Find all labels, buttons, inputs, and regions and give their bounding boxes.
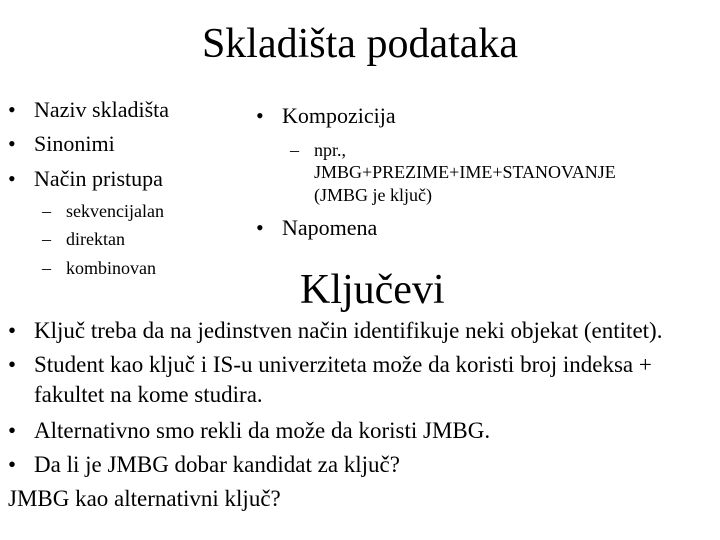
bottom-tail-text: JMBG kao alternativni ključ? bbox=[8, 486, 281, 511]
right-sub-text: npr., bbox=[314, 140, 347, 160]
left-item-sinonimi bbox=[8, 130, 115, 158]
left-item-naziv bbox=[8, 96, 169, 124]
bullet: • bbox=[8, 318, 17, 343]
bullet: • bbox=[8, 352, 17, 377]
bullet: • bbox=[256, 103, 264, 128]
bottom-item-4 bbox=[8, 450, 400, 480]
sub-item-direktan bbox=[42, 228, 125, 250]
right-item-kompozicija bbox=[256, 102, 396, 130]
slide-title: Skladišta podataka bbox=[201, 21, 519, 67]
bottom-item-2-cont: fakultet na kome studira. bbox=[34, 382, 263, 407]
sub-item-sekvencijalan bbox=[42, 200, 164, 222]
bottom-item-text: Alternativno smo rekli da može da koristi JMBG. bbox=[34, 418, 491, 443]
right-item-napomena bbox=[256, 214, 377, 242]
dash: – bbox=[42, 258, 51, 278]
sub-item-kombinovan bbox=[42, 257, 156, 279]
right-sub-line1 bbox=[290, 139, 346, 161]
bullet: • bbox=[8, 131, 16, 156]
left-item-label: Način pristupa bbox=[34, 166, 163, 191]
bottom-item-text: Student kao ključ i IS-u univerziteta može da koristi broj indeksa + bbox=[34, 352, 652, 377]
dash: – bbox=[42, 201, 51, 221]
sub-item-label: kombinovan bbox=[66, 258, 156, 278]
bottom-item-3 bbox=[8, 416, 490, 446]
dash: – bbox=[42, 229, 51, 249]
bottom-item-text: Ključ treba da na jedinstven način identifikuje neki objekat (entitet). bbox=[34, 318, 663, 343]
bullet: • bbox=[8, 452, 17, 477]
right-item-label: Napomena bbox=[282, 215, 378, 240]
right-sub-line3: (JMBG je ključ) bbox=[314, 185, 432, 205]
sub-item-label: sekvencijalan bbox=[66, 201, 164, 221]
right-item-label: Kompozicija bbox=[282, 103, 396, 128]
bullet: • bbox=[8, 166, 16, 191]
left-item-label: Sinonimi bbox=[34, 131, 115, 156]
sub-item-label: direktan bbox=[66, 229, 125, 249]
section-subtitle: Ključevi bbox=[300, 267, 445, 313]
dash: – bbox=[290, 140, 299, 160]
bottom-item-2 bbox=[8, 350, 652, 380]
bullet: • bbox=[8, 418, 17, 443]
left-item-label: Naziv skladišta bbox=[34, 97, 170, 122]
bottom-item-text: Da li je JMBG dobar kandidat za ključ? bbox=[34, 452, 400, 477]
bottom-item-1 bbox=[8, 316, 662, 346]
left-item-nacin bbox=[8, 165, 163, 193]
right-sub-line2: JMBG+PREZIME+IME+STANOVANJE bbox=[314, 162, 616, 182]
bullet: • bbox=[256, 215, 264, 240]
bullet: • bbox=[8, 97, 16, 122]
